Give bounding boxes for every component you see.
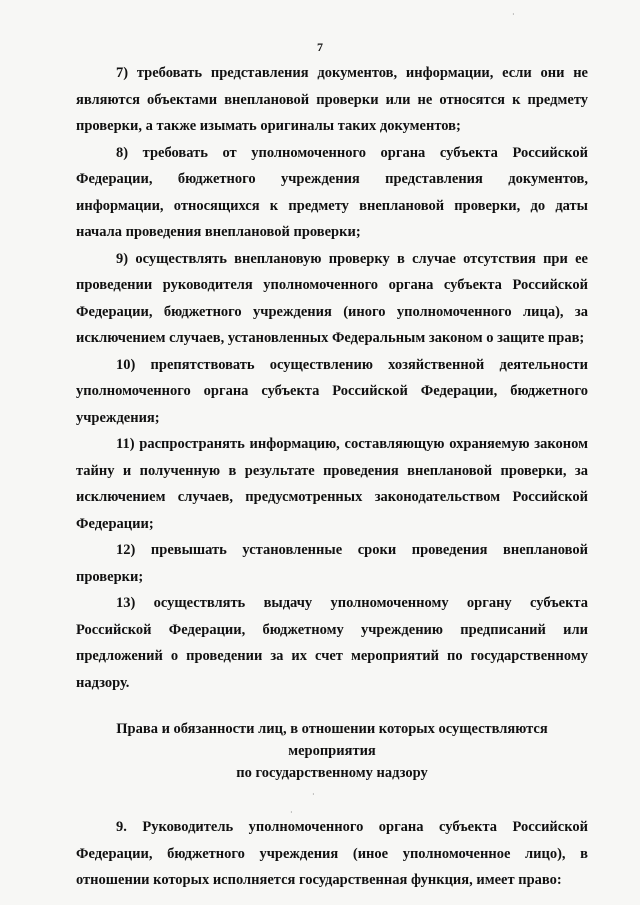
section-heading <box>76 718 588 784</box>
paragraph-clause-9: 9. Руководитель уполномоченного органа субъекта Российской Федерации, бюджетного учреждения (иное уполномоченное лицо), в отношении которых исполняется государственная функция, имеет право: <box>76 819 588 888</box>
document-body <box>76 60 588 894</box>
page-number: 7 <box>317 40 323 54</box>
paragraph-item-11: 11) распространять информацию, составляющую охраняемую законом тайну и полученную в результате проведения внеплановой проверки, за исключением случаев, предусмотренных законодательством Российской Федерации; <box>76 436 588 532</box>
paragraph-item-12: 12) превышать установленные сроки проведения внеплановой проверки; <box>76 542 588 585</box>
scan-speck: · <box>512 10 515 19</box>
paragraph-item-9: 9) осуществлять внеплановую проверку в случае отсутствия при ее проведении руководителя уполномоченного органа субъекта Российской Федерации, бюджетного учреждения (иного уполномоченного лица), за исключением случаев, установленных Федеральным законом о защите прав; <box>76 250 588 346</box>
scan-speck: · <box>290 808 293 817</box>
section-heading-line-1: Права и обязанности лиц, в отношении которых осуществляются мероприятия <box>116 721 548 759</box>
paragraph-item-13: 13) осуществлять выдачу уполномоченному органу субъекта Российской Федерации, бюджетному учреждению предписаний или предложений о проведении за их счет мероприятий по государственному надзору. <box>76 595 588 691</box>
paragraph-item-7: 7) требовать представления документов, информации, если они не являются объектами внеплановой проверки или не относятся к предмету проверки, а также изымать оригиналы таких документов; <box>76 65 588 134</box>
paragraph-item-8: 8) требовать от уполномоченного органа субъекта Российской Федерации, бюджетного учреждения представления документов, информации, относящихся к предмету внеплановой проверки, до даты начала проведения внеплановой проверки; <box>76 144 588 240</box>
paragraph-item-10: 10) препятствовать осуществлению хозяйственной деятельности уполномоченного органа субъекта Российской Федерации, бюджетного учреждения; <box>76 356 588 426</box>
scan-speck: · <box>312 790 315 799</box>
section-heading-line-2: по государственному надзору <box>236 765 428 781</box>
